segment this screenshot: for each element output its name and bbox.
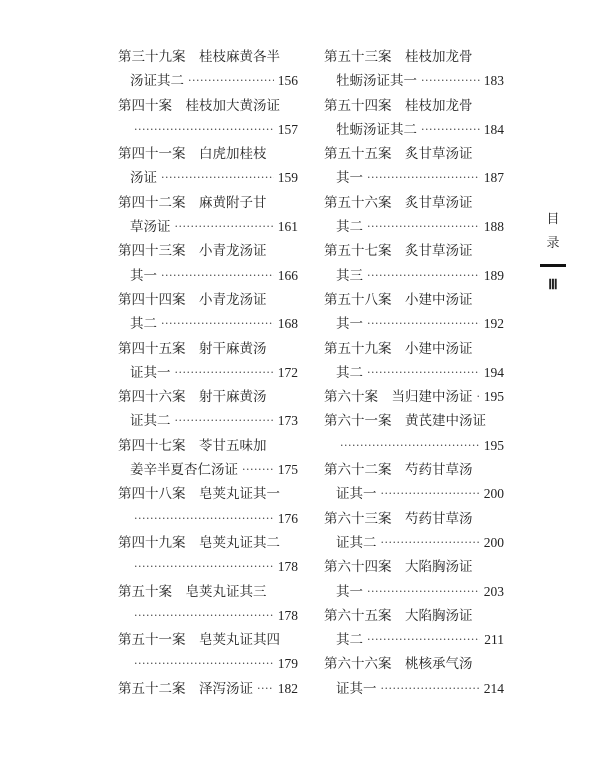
toc-leader-dots bbox=[340, 434, 480, 458]
toc-leader-dots bbox=[381, 677, 480, 701]
toc-entry-line bbox=[118, 166, 298, 190]
toc-entry-line bbox=[118, 118, 298, 142]
toc-entry-title: 其三 bbox=[336, 267, 363, 284]
toc-entry-title: 汤证 bbox=[130, 170, 157, 187]
toc-entry-line: 第四十七案 苓甘五味加 bbox=[118, 437, 267, 454]
toc-entry-line: 第三十九案 桂枝麻黄各半 bbox=[118, 49, 280, 65]
toc-leader-dots bbox=[367, 215, 480, 239]
toc-page-number: 211 bbox=[484, 632, 504, 648]
toc-page-number: 184 bbox=[483, 121, 504, 137]
toc-entry-title: 其一 bbox=[130, 267, 157, 284]
side-tab-divider bbox=[540, 264, 566, 267]
toc-page-number: 203 bbox=[483, 583, 504, 599]
toc-page-number: 172 bbox=[277, 364, 298, 380]
toc-leader-dots bbox=[367, 361, 480, 385]
toc-entry-line bbox=[324, 361, 504, 385]
toc-page-number: 178 bbox=[277, 559, 298, 575]
side-tab-page-numeral: Ⅲ bbox=[548, 278, 558, 293]
toc-entry-line: 第五十七案 炙甘草汤证 bbox=[324, 243, 473, 260]
toc-entry-line: 第五十三案 桂枝加龙骨 bbox=[324, 49, 473, 65]
toc-leader-dots bbox=[421, 69, 480, 93]
toc-entry-title: 第五十二案 泽泻汤证 bbox=[118, 680, 253, 697]
toc-entry-line bbox=[324, 482, 504, 506]
toc-page-number: 161 bbox=[277, 219, 298, 235]
toc-leader-dots bbox=[161, 312, 274, 336]
toc-entry-title: 草汤证 bbox=[130, 219, 171, 236]
toc-entry-line bbox=[324, 264, 504, 288]
toc-entry-line bbox=[118, 312, 298, 336]
toc-entry-title: 其一 bbox=[336, 170, 363, 187]
toc-page-number: 192 bbox=[483, 316, 504, 332]
toc-leader-dots bbox=[134, 604, 274, 628]
toc-entry-line: 第六十二案 芍药甘草汤 bbox=[324, 462, 473, 479]
toc-leader-dots bbox=[134, 118, 274, 142]
toc-right-column bbox=[324, 45, 504, 701]
toc-leader-dots bbox=[242, 458, 274, 482]
toc-page-number: 195 bbox=[483, 437, 504, 453]
toc-leader-dots bbox=[367, 628, 480, 652]
toc-entry-line: 第四十九案 皂荚丸证其二 bbox=[118, 534, 280, 551]
toc-entry-line bbox=[324, 215, 504, 239]
toc-leader-dots bbox=[381, 482, 480, 506]
toc-page-number: 173 bbox=[277, 413, 298, 429]
toc-entry-title: 姜辛半夏杏仁汤证 bbox=[130, 462, 238, 479]
toc-leader-dots bbox=[477, 385, 480, 409]
toc-page-number: 195 bbox=[483, 389, 504, 405]
toc-entry-line: 第四十三案 小青龙汤证 bbox=[118, 243, 267, 260]
toc-entry-line bbox=[324, 531, 504, 555]
toc-entry-line bbox=[324, 580, 504, 604]
toc-entry-line: 第四十一案 白虎加桂枝 bbox=[118, 146, 267, 163]
toc-entry-title: 汤证其二 bbox=[130, 73, 184, 90]
toc-entry-line: 第五十案 皂荚丸证其三 bbox=[118, 583, 267, 600]
toc-entry-title: 其一 bbox=[336, 316, 363, 333]
toc-entry-line bbox=[324, 118, 504, 142]
toc-leader-dots bbox=[134, 507, 274, 531]
toc-entry-line bbox=[324, 628, 504, 652]
toc-page-number: 200 bbox=[483, 486, 504, 502]
toc-entry-title: 证其一 bbox=[130, 364, 171, 381]
toc-page-number: 189 bbox=[483, 267, 504, 283]
toc-leader-dots bbox=[367, 166, 480, 190]
toc-leader-dots bbox=[367, 264, 480, 288]
toc-entry-line: 第四十五案 射干麻黄汤 bbox=[118, 340, 267, 357]
section-side-tab bbox=[540, 208, 566, 294]
toc-entry-title: 其二 bbox=[130, 316, 157, 333]
toc-entry-line: 第五十四案 桂枝加龙骨 bbox=[324, 97, 473, 114]
side-tab-char-1: 目 bbox=[546, 212, 560, 227]
toc-page-number: 157 bbox=[277, 121, 298, 137]
toc-page-number: 182 bbox=[277, 680, 298, 696]
toc-page-number: 159 bbox=[277, 170, 298, 186]
toc-entry-title: 其二 bbox=[336, 364, 363, 381]
toc-entry-line bbox=[118, 507, 298, 531]
toc-entry-title: 证其二 bbox=[130, 413, 171, 430]
toc-leader-dots bbox=[188, 69, 274, 93]
toc-entry-title: 其二 bbox=[336, 632, 363, 649]
toc-entry-line bbox=[324, 166, 504, 190]
toc-entry-line: 第六十六案 桃核承气汤 bbox=[324, 656, 473, 673]
toc-entry-line bbox=[324, 69, 504, 93]
toc-page-number: 187 bbox=[483, 170, 504, 186]
toc-page-number: 176 bbox=[277, 510, 298, 526]
toc-entry-line: 第四十八案 皂荚丸证其一 bbox=[118, 486, 280, 503]
toc-leader-dots bbox=[134, 652, 274, 676]
toc-entry-line bbox=[324, 677, 504, 701]
toc-leader-dots bbox=[421, 118, 480, 142]
toc-entry-line: 第六十一案 黄芪建中汤证 bbox=[324, 413, 486, 430]
toc-entry-title: 牡蛎汤证其一 bbox=[336, 73, 417, 90]
toc-leader-dots bbox=[134, 555, 274, 579]
toc-entry-title: 证其一 bbox=[336, 680, 377, 697]
toc-entry-line: 第四十四案 小青龙汤证 bbox=[118, 291, 267, 308]
toc-entry-line bbox=[118, 215, 298, 239]
toc-entry-line bbox=[118, 458, 298, 482]
toc-page-number: 168 bbox=[277, 316, 298, 332]
toc-leader-dots bbox=[175, 409, 274, 433]
toc-page-number: 200 bbox=[483, 534, 504, 550]
toc-entry-line: 第六十三案 芍药甘草汤 bbox=[324, 510, 473, 527]
toc-entry-line: 第四十六案 射干麻黄汤 bbox=[118, 389, 267, 406]
toc-leader-dots bbox=[257, 677, 274, 701]
toc-entry-line bbox=[324, 312, 504, 336]
toc-entry-line bbox=[118, 409, 298, 433]
toc-entry-line bbox=[118, 604, 298, 628]
toc-entry-line bbox=[118, 361, 298, 385]
toc-entry-line: 第六十四案 大陷胸汤证 bbox=[324, 559, 473, 576]
toc-entry-line: 第五十九案 小建中汤证 bbox=[324, 340, 473, 357]
toc-page-number: 166 bbox=[277, 267, 298, 283]
toc-entry-title: 第六十案 当归建中汤证 bbox=[324, 389, 473, 406]
toc-entry-title: 证其二 bbox=[336, 534, 377, 551]
toc-page-number: 188 bbox=[483, 219, 504, 235]
toc-page-number: 194 bbox=[483, 364, 504, 380]
toc-entry-line: 第四十案 桂枝加大黄汤证 bbox=[118, 97, 280, 114]
toc-entry-line: 第五十六案 炙甘草汤证 bbox=[324, 194, 473, 211]
toc-leader-dots bbox=[367, 580, 480, 604]
toc-page-number: 214 bbox=[483, 680, 504, 696]
toc-leader-dots bbox=[175, 215, 274, 239]
toc-entry-line: 第五十八案 小建中汤证 bbox=[324, 291, 473, 308]
toc-leader-dots bbox=[367, 312, 480, 336]
toc-entry-title: 其一 bbox=[336, 583, 363, 600]
toc-entry-title: 其二 bbox=[336, 219, 363, 236]
toc-entry-line: 第四十二案 麻黄附子甘 bbox=[118, 194, 267, 211]
toc-entry-line: 第六十五案 大陷胸汤证 bbox=[324, 607, 473, 624]
toc-entry-line bbox=[118, 69, 298, 93]
toc-page-number: 183 bbox=[483, 73, 504, 89]
toc-leader-dots bbox=[161, 166, 274, 190]
toc-page-number: 179 bbox=[277, 656, 298, 672]
toc-entry-line bbox=[324, 385, 504, 409]
toc-entry-title: 证其一 bbox=[336, 486, 377, 503]
toc-entry-line bbox=[118, 652, 298, 676]
toc-entry-line: 第五十一案 皂荚丸证其四 bbox=[118, 632, 280, 649]
toc-leader-dots bbox=[161, 264, 274, 288]
toc-entry-line bbox=[118, 677, 298, 701]
toc-leader-dots bbox=[175, 361, 274, 385]
side-tab-char-2: 录 bbox=[546, 236, 560, 251]
toc-left-column bbox=[118, 45, 298, 701]
toc-page-number: 178 bbox=[277, 607, 298, 623]
toc-entry-line bbox=[118, 555, 298, 579]
toc-leader-dots bbox=[381, 531, 480, 555]
toc-entry-line: 第五十五案 炙甘草汤证 bbox=[324, 146, 473, 163]
toc-entry-title: 牡蛎汤证其二 bbox=[336, 121, 417, 138]
toc-page-number: 156 bbox=[277, 73, 298, 89]
toc-entry-line bbox=[324, 434, 504, 458]
toc-entry-line bbox=[118, 264, 298, 288]
toc-page-number: 175 bbox=[277, 462, 298, 478]
